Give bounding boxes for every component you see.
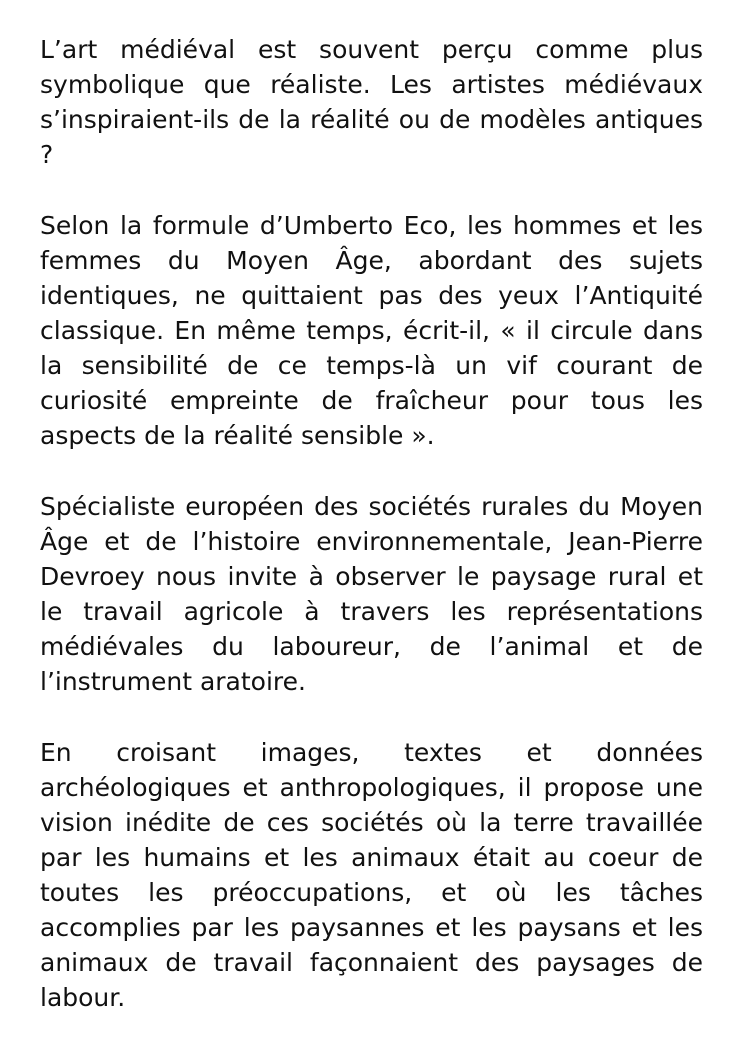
text-body: [40, 32, 703, 1015]
paragraph-intro: L’art médiéval est souvent perçu comme plus symbolique que réaliste. Les artistes médiévaux s’inspiraient-ils de la réalité ou de modèles antiques ?: [40, 35, 703, 169]
paragraph-devroey: Spécialiste européen des sociétés rurales du Moyen Âge et de l’histoire environnementale, Jean-Pierre Devroey nous invite à observer le paysage rural et le travail agricole à travers les représentations médiévales du laboureur, de l’animal et de l’instrument aratoire.: [40, 492, 703, 696]
paragraph-umberto-eco: Selon la formule d’Umberto Eco, les hommes et les femmes du Moyen Âge, abordant des sujets identiques, ne quittaient pas des yeux l’Antiquité classique. En même temps, écrit-il, « il circule dans la sensibilité de ce temps-là un vif courant de curiosité empreinte de fraîcheur pour tous les aspects de la réalité sensible ».: [40, 211, 703, 450]
paragraph-conclusion: En croisant images, textes et données archéologiques et anthropologiques, il propose une vision inédite de ces sociétés où la terre travaillée par les humains et les animaux était au coeur de toutes les préoccupations, et où les tâches accomplies par les paysannes et les paysans et les animaux de travail façonnaient des paysages de labour.: [40, 738, 703, 1012]
